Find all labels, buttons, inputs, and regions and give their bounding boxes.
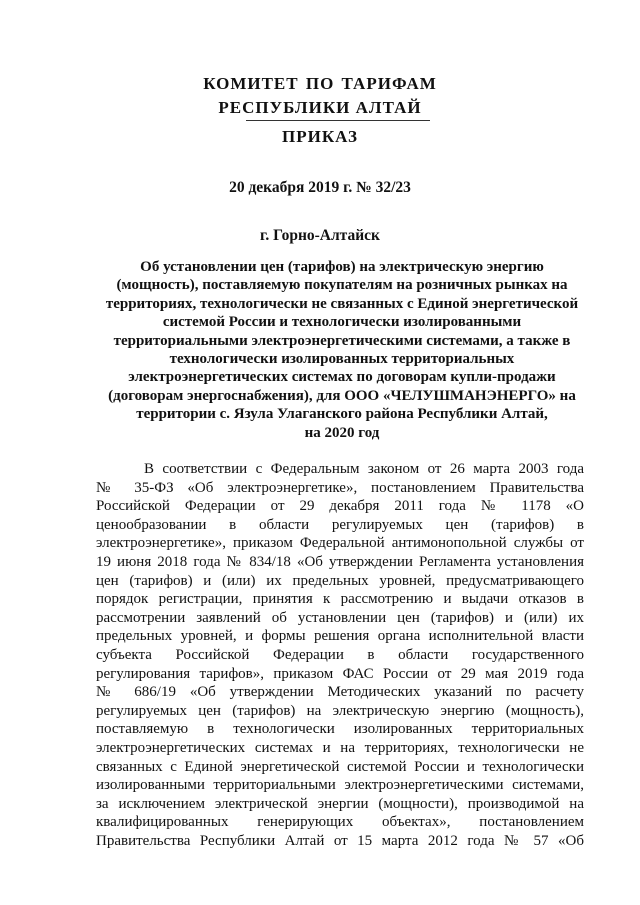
title-line: территориях, технологически не связанных с Единой энергетической <box>105 295 579 312</box>
doc-type: ПРИКАЗ <box>282 127 358 146</box>
title-line: территории с. Язула Улаганского района Республики Алтай, <box>136 406 548 423</box>
org-name-line1: КОМИТЕТ ПО ТАРИФАМ <box>203 74 437 93</box>
title-line: (договорам энергоснабжения), для ООО «ЧЕЛУШМАНЭНЕРГО» на <box>108 387 576 404</box>
body-line: В соответствии с Федеральным законом от 26 марта 2003 года <box>144 461 584 477</box>
body-line: порядок регистрации, принятия к рассмотрению и выдачи отказов в <box>96 591 584 608</box>
title-line: электроэнергетических системах по договорам купли-продажи <box>128 369 556 386</box>
body-line: предельных уровней, и формы решения органа исполнительной власти <box>96 628 584 645</box>
body-line: регулирования тарифов», приказом ФАС России от 29 мая 2019 года <box>96 665 584 682</box>
title-line: системой России и технологически изолированными <box>162 314 522 331</box>
title-line: Об установлении цен (тарифов) на электрическую энергию <box>140 259 544 275</box>
doc-date-number: 20 декабря 2019 г. № 32/23 <box>229 179 411 196</box>
body-line: Правительства Республики Алтай от 15 марта 2012 года № 57 «Об <box>96 832 584 849</box>
body-line: цен (тарифов) и (или) их предельных уровней, предусматривающего <box>96 572 584 589</box>
title-line: технологически изолированных территориальных <box>169 351 515 368</box>
body-line: поставляемую в технологически изолированных территориальных <box>96 721 584 738</box>
body-line: электроэнергетике», приказом Федеральной антимонопольной службы от <box>96 535 584 552</box>
body-line: Российской Федерации от 29 декабря 2011 года № 1178 «О <box>96 498 584 515</box>
body-line: 19 июня 2018 года № 834/18 «Об утверждении Регламента установления <box>96 553 584 570</box>
body-line: № 686/19 «Об утверждении Методических указаний по расчету <box>96 684 584 701</box>
body-line: за исключением электрической энергии (мощности), производимой на <box>96 795 584 812</box>
body-line: регулируемых цен (тарифов) на электрическую энергию (мощность), <box>96 702 584 719</box>
org-name-line2: РЕСПУБЛИКИ АЛТАЙ <box>218 98 422 117</box>
doc-title <box>92 258 592 442</box>
title-line: территориальными электроэнергетическими системами, а также в <box>113 332 571 349</box>
body-line: субъекта Российской Федерации в области государственного <box>96 646 584 663</box>
body-line: № 35-ФЗ «Об электроэнергетике», постановлением Правительства <box>96 479 584 496</box>
body-line: изолированными территориальными электроэнергетическими системами, <box>96 777 584 794</box>
org-underline <box>246 120 430 121</box>
doc-body-paragraph <box>96 460 584 850</box>
body-line: ценообразовании в области регулируемых цен (тарифов) в <box>96 516 584 533</box>
doc-place: г. Горно-Алтайск <box>260 227 380 244</box>
title-line: на 2020 год <box>304 424 380 441</box>
body-line: электроэнергетических системах и на территориях, технологически не <box>96 739 584 756</box>
body-line: рассмотрении заявлений об установлении цен (тарифов) и (или) их <box>96 609 584 626</box>
body-line: связанных с Единой энергетической системой России и технологически <box>96 758 584 775</box>
title-line: (мощность), поставляемую покупателям на розничных рынках на <box>116 277 568 294</box>
body-line: квалифицированных генерирующих объектах», постановлением <box>96 814 584 831</box>
